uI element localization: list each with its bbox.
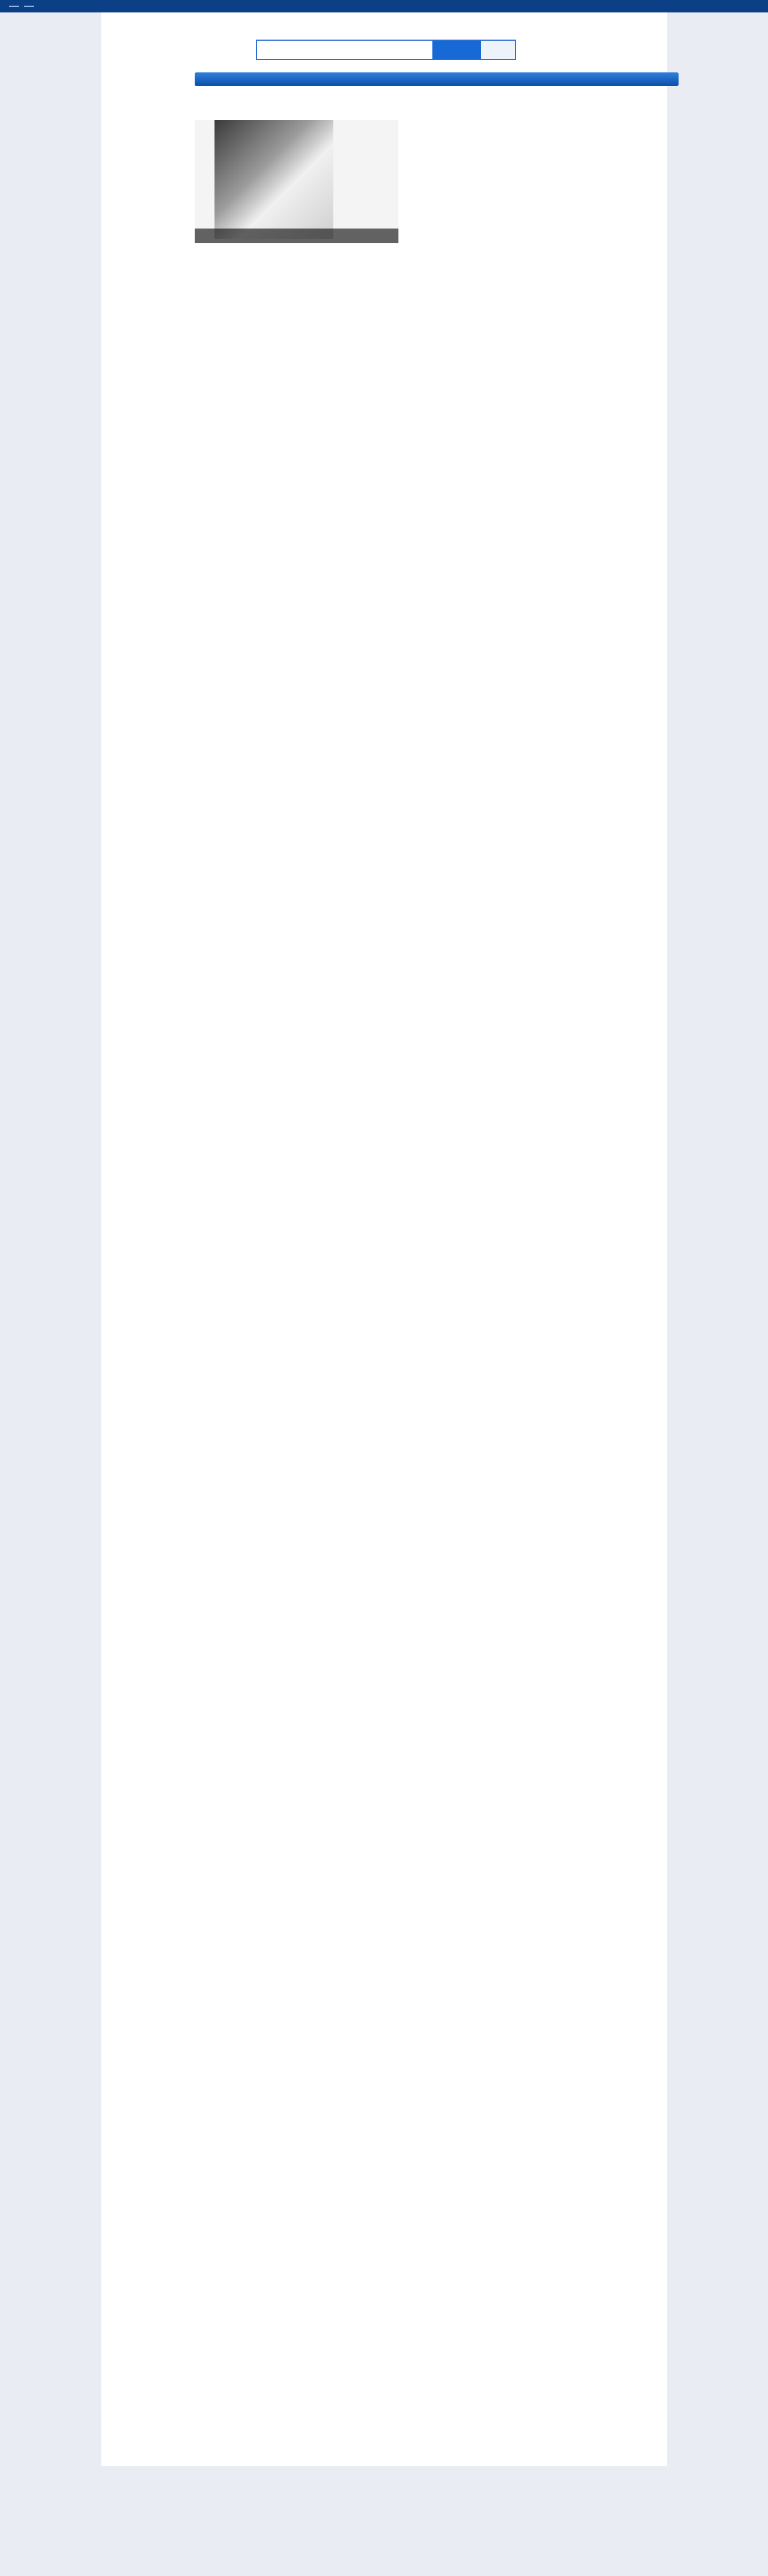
headline-list	[418, 127, 667, 131]
header	[101, 12, 667, 85]
direct-button[interactable]	[481, 41, 515, 59]
search-input[interactable]	[257, 41, 432, 59]
slide-caption[interactable]	[195, 229, 398, 243]
search-box	[256, 40, 516, 60]
page-container	[101, 12, 667, 2466]
top-notice-bar	[0, 0, 768, 12]
set-homepage-button[interactable]	[9, 6, 19, 7]
headline-slideshow[interactable]	[195, 120, 398, 243]
site-logo[interactable]	[166, 33, 223, 67]
news-sections	[101, 260, 667, 2466]
headline-photo[interactable]	[214, 120, 333, 239]
headline-area	[101, 85, 667, 260]
add-favorite-button[interactable]	[24, 6, 34, 7]
main-nav	[195, 72, 679, 86]
search-tabs	[257, 31, 304, 32]
search-button[interactable]	[432, 41, 481, 59]
